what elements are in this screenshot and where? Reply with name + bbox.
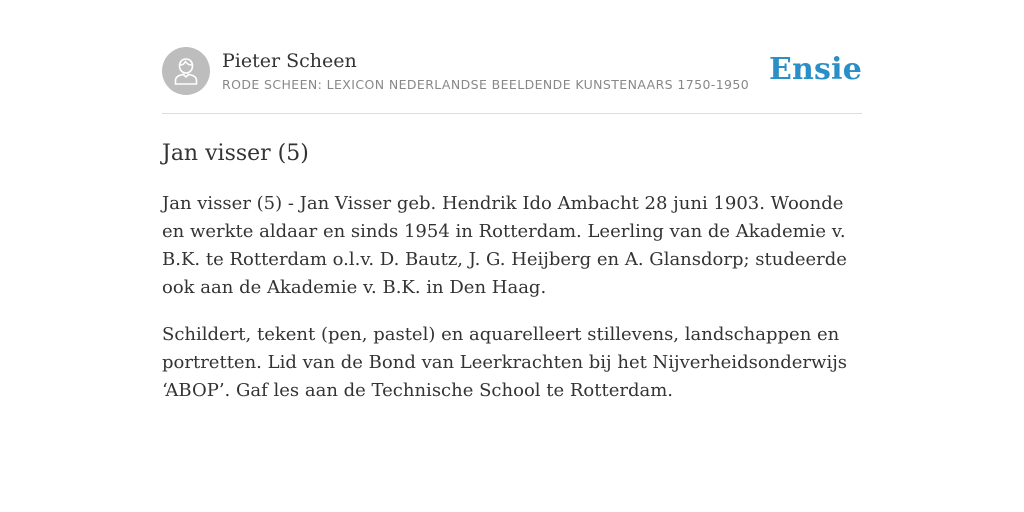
author-avatar[interactable]	[162, 47, 210, 95]
brand-logo[interactable]: Ensie	[768, 51, 862, 87]
content-container	[162, 46, 862, 405]
author-block	[222, 51, 755, 92]
article-paragraph: Jan visser (5) - Jan Visser geb. Hendrik Ido Ambacht 28 juni 1903. Woonde en werkte aldaar en sinds 1954 in Rotterdam. Leerling van de Akademie v. B.K. te Rotterdam o.l.v. D. Bautz, J. G. Heijberg en A. Glansdorp; studeerde ook aan de Akademie v. B.K. in Den Haag.	[162, 193, 847, 298]
user-icon	[172, 56, 200, 86]
header-divider	[162, 113, 862, 114]
article-header	[162, 46, 862, 96]
article-paragraph: Schildert, tekent (pen, pastel) en aquarelleert stillevens, landschappen en portretten. Lid van de Bond van Leerkrachten bij het Nijverheidsonderwijs ‘ABOP’. Gaf les aan de Technische School te Rotterdam.	[162, 324, 848, 401]
author-name[interactable]: Pieter Scheen	[222, 49, 357, 72]
article-title: Jan visser (5)	[162, 141, 309, 166]
source-title[interactable]: RODE SCHEEN: LEXICON NEDERLANDSE BEELDENDE KUNSTENAARS 1750-1950	[222, 76, 750, 92]
